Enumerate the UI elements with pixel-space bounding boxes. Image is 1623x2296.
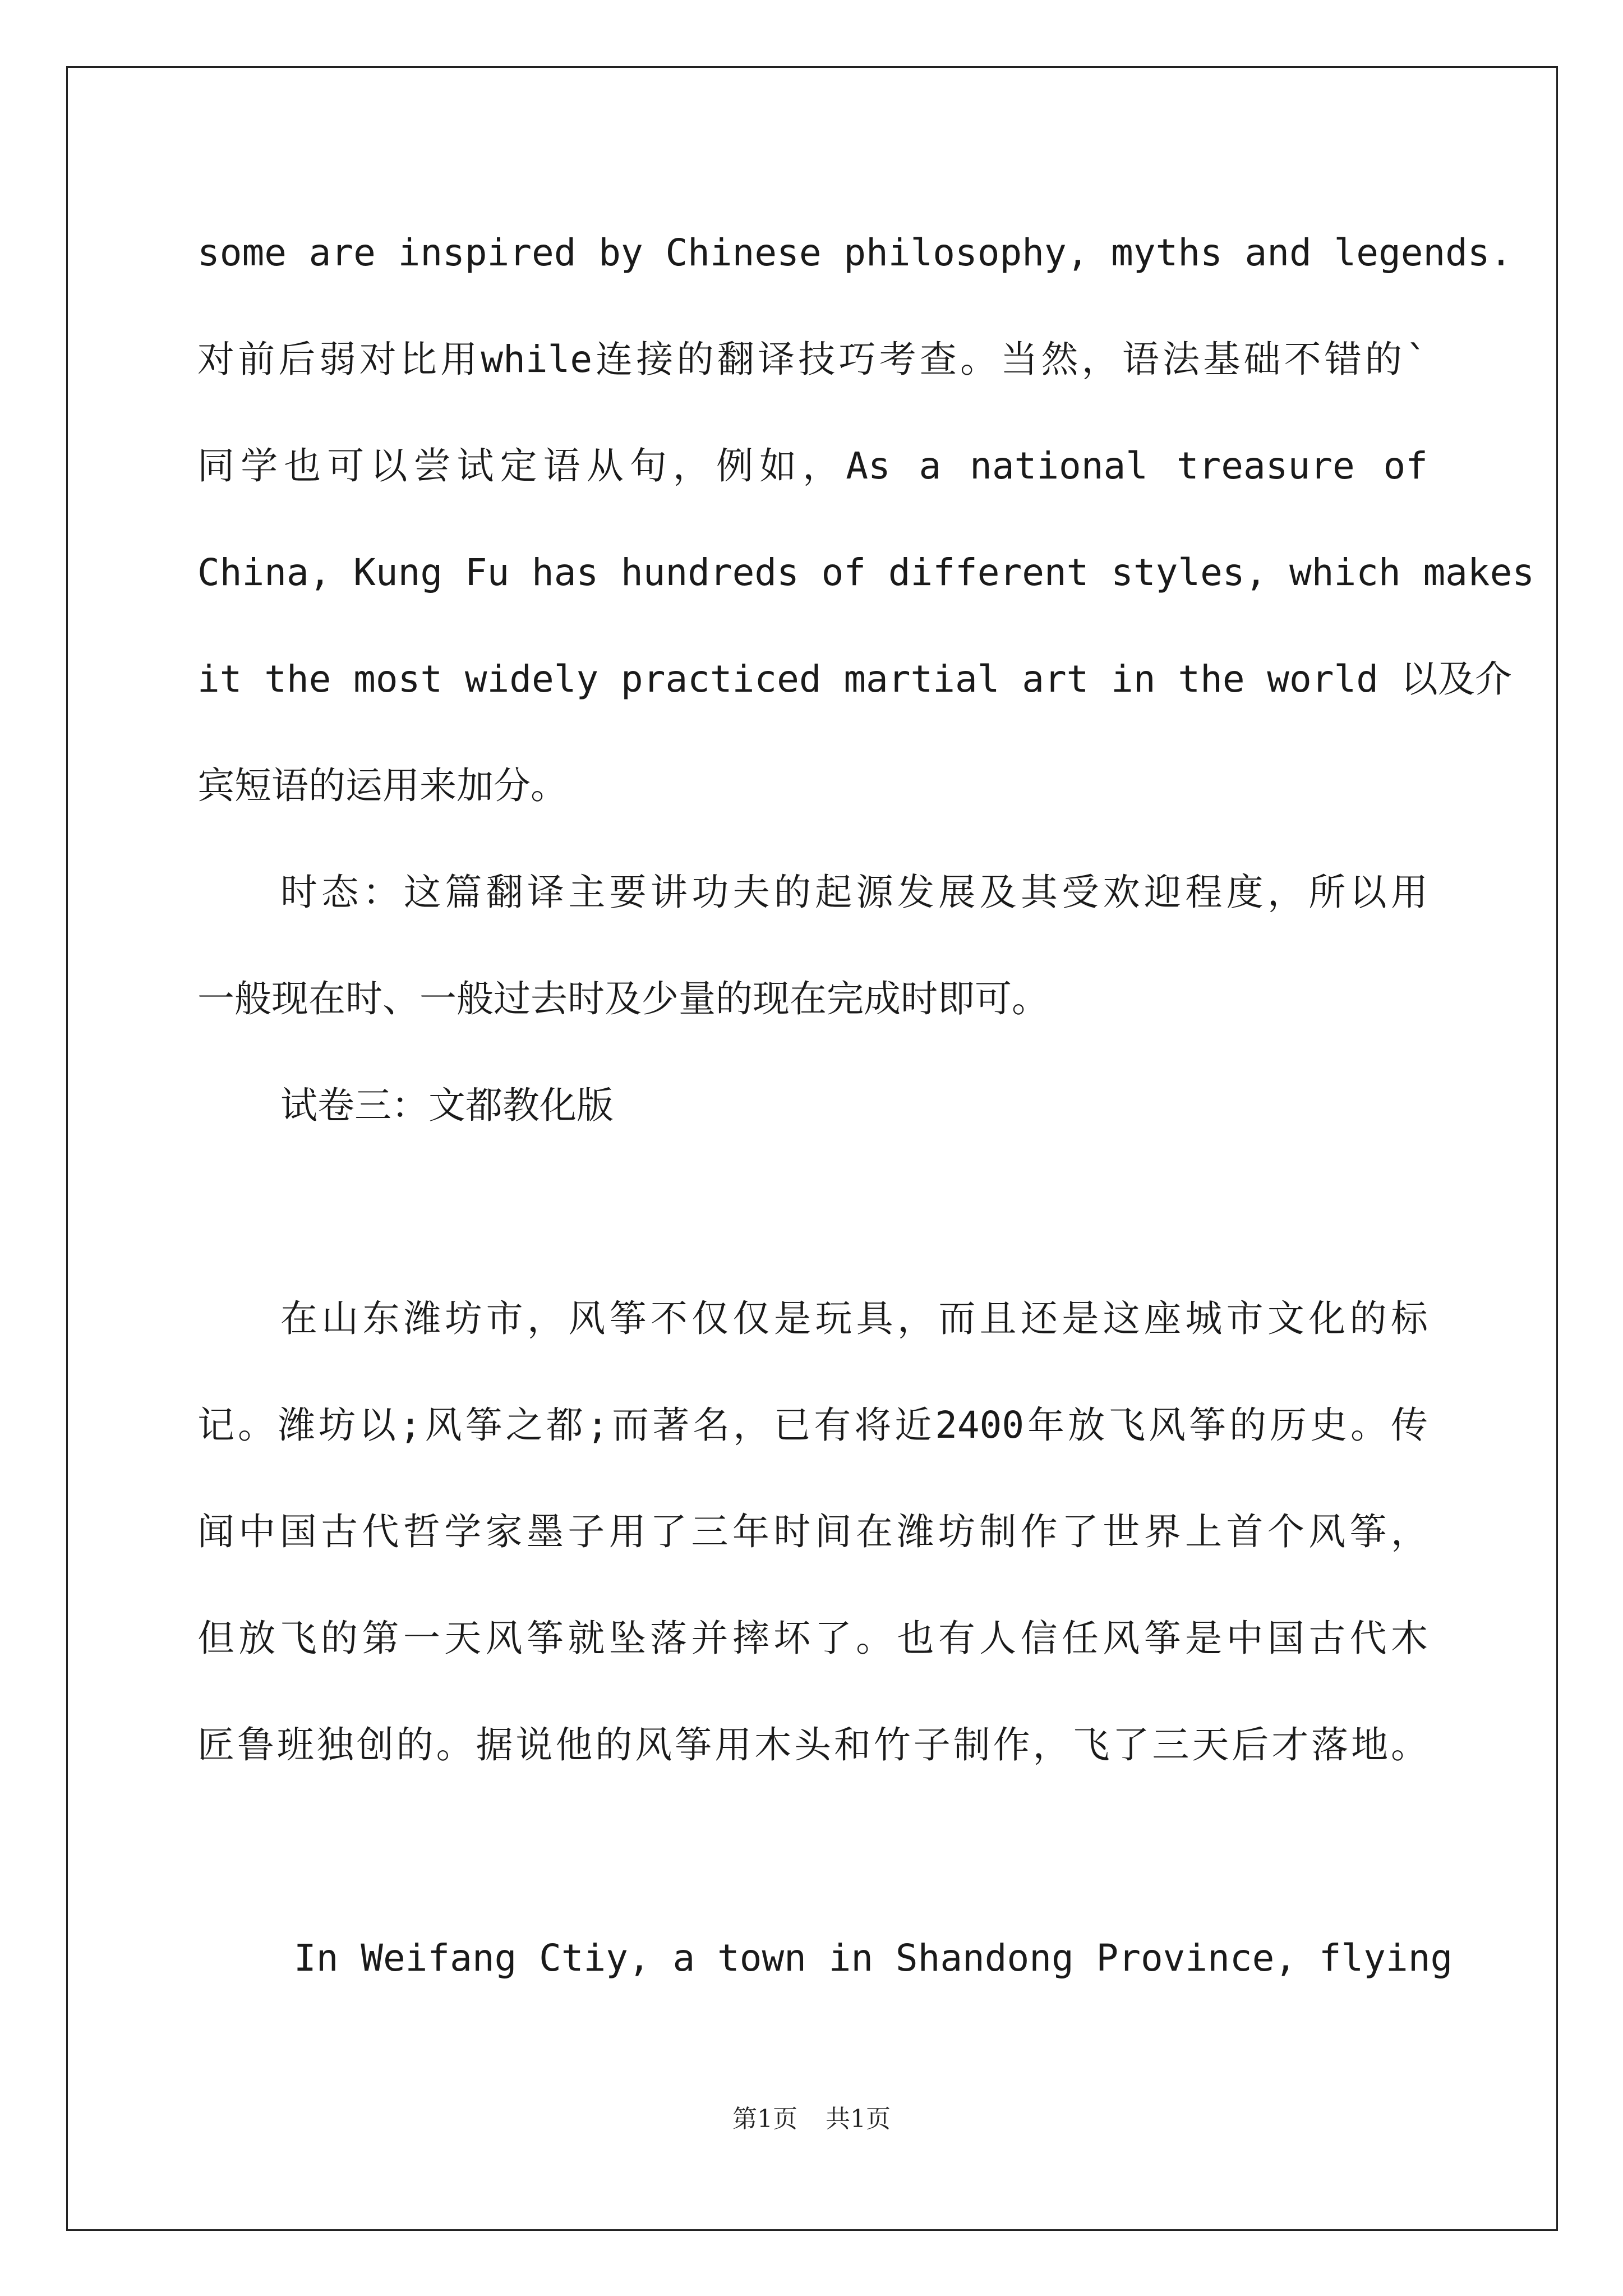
text-line: 在山东潍坊市，风筝不仅仅是玩具，而且还是这座城市文化的标 xyxy=(280,1297,1428,1340)
section-heading: 试卷三：文都教化版 xyxy=(280,1084,614,1127)
text-line: China, Kung Fu has hundreds of different styles, which makes xyxy=(197,551,1535,594)
page-number: 第1页 xyxy=(732,2105,797,2133)
page-border xyxy=(66,66,1558,2231)
text-line: 但放飞的第一天风筝就坠落并摔坏了。也有人信任风筝是中国古代木 xyxy=(197,1617,1428,1660)
text-line: 闻中国古代哲学家墨子用了三年时间在潍坊制作了世界上首个风筝， xyxy=(197,1510,1428,1553)
text-line: In Weifang Ctiy, a town in Shandong Province, flying xyxy=(294,1936,1453,1980)
text-line: 同学也可以尝试定语从句，例如，As a national treasure of xyxy=(197,444,1428,487)
page-total: 共1页 xyxy=(826,2105,891,2133)
text-line: 宾短语的运用来加分。 xyxy=(197,764,568,807)
page-footer xyxy=(0,2102,1623,2136)
text-line: 时态：这篇翻译主要讲功夫的起源发展及其受欢迎程度，所以用 xyxy=(280,871,1428,914)
text-line: 一般现在时、一般过去时及少量的现在完成时即可。 xyxy=(197,977,1049,1020)
text-line: some are inspired by Chinese philosophy, myths and legends. xyxy=(197,231,1513,274)
text-line: 对前后弱对比用while连接的翻译技巧考查。当然，语法基础不错的` xyxy=(197,338,1428,381)
text-line: 匠鲁班独创的。据说他的风筝用木头和竹子制作，飞了三天后才落地。 xyxy=(197,1723,1428,1766)
text-line: 记。潍坊以;风筝之都;而著名，已有将近2400年放飞风筝的历史。传 xyxy=(197,1404,1428,1447)
text-line: it the most widely practiced martial art in the world 以及介 xyxy=(197,657,1512,701)
